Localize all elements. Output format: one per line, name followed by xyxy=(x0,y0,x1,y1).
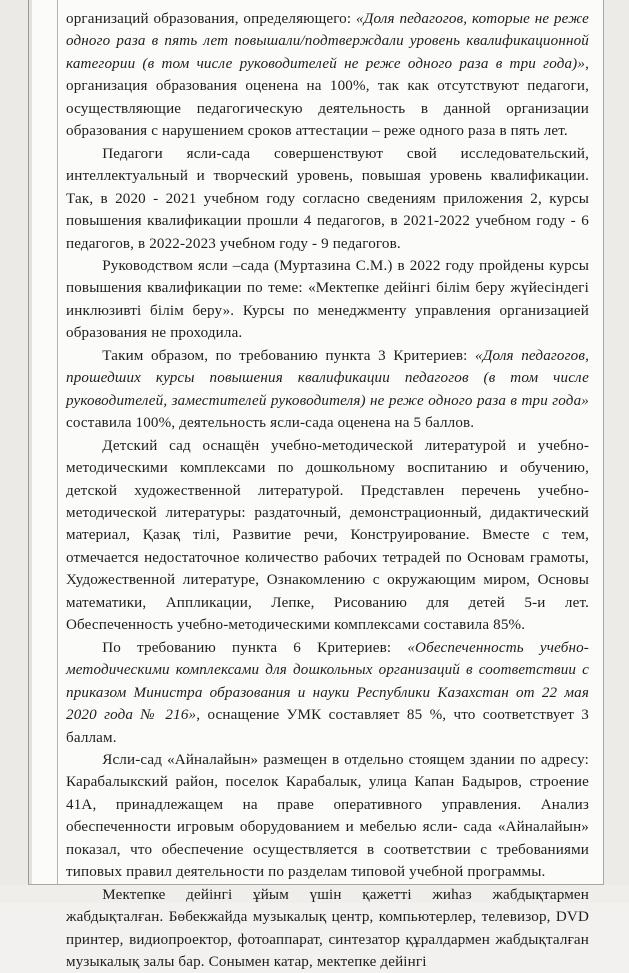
body-text: Руководством ясли –сада (Муртазина С.М.) в 2022 году пройдены курсы повышения квалификации по теме: «Мектепке дейінгі білім беру жүйесіндегі инклюзивті білім беру». Курсы по менеджменту управления организацией образования не проходила. xyxy=(66,257,589,342)
body-text: организаций образования, определяющего: xyxy=(66,11,356,27)
body-text: , организация образования оценена на 100%, так как отсутствуют педагоги, осуществляющие педагогическую деятельность в данной организации образования с нарушением сроков аттестации – реже одного раза в пять лет. xyxy=(66,55,589,140)
page-margin-rule xyxy=(57,0,58,884)
quoted-regulation-text: «Доля педагогов, которые не реже одного раза в пять лет повышали/подтверждали уровень квалификационной категории (в том числе руководителей не реже одного раза в три года)» xyxy=(66,11,590,72)
paragraph xyxy=(66,8,589,143)
document-text-body xyxy=(66,8,589,973)
paragraph xyxy=(66,143,589,255)
body-text: Таким образом, по требованию пункта 3 Критериев: xyxy=(102,347,476,364)
paragraph xyxy=(66,255,589,345)
paragraph xyxy=(66,435,589,637)
paragraph xyxy=(66,884,589,973)
paragraph xyxy=(66,345,589,435)
quoted-regulation-text: «Доля педагогов, прошедших курсы повышения квалификации педагогов (в том числе руководителей, заместителей руководителя) не реже одного раза в три года» xyxy=(66,347,589,409)
body-text: Мектепке дейінгі ұйым үшін қажетті жиһаз жабдықтармен жабдықталған. Бөбекжайда музыкалық центр, компьютерлер, телевизор, DVD принтер, видиопроектор, фотоаппарат, синтезатор құралдармен жабдықталған музыкалық залы бар. Сонымен катар, мектепке дейінгі xyxy=(66,886,589,971)
body-text: Детский сад оснащён учебно-методической литературой и учебно-методическими комплексами по дошкольному воспитанию и обучению, детской художественной литературой. Представлен перечень учебно-методической литературы: раздаточный, демонстрационный, дидактический материал, Қазақ тілі, Развитие речи, Конструирование. Вместе с тем, отмечается недостаточное количество рабочих тетрадей по Основам грамоты, Художественной литературе, Ознакомлению с окружающим миром, Основы математики, Аппликации, Лепке, Рисованию для детей 5-и лет. Обеспеченность учебно-методическими комплексами составила 85%. xyxy=(66,437,589,634)
body-text: составила 100%, деятельность ясли-сада оценена на 5 баллов. xyxy=(66,415,475,432)
page-right-edge-shadow xyxy=(604,0,629,903)
body-text: По требованию пункта 6 Критериев: xyxy=(102,639,408,656)
paragraph xyxy=(66,637,589,749)
page-gutter xyxy=(0,0,28,903)
body-text: Ясли-сад «Айналайын» размещен в отдельно стоящем здании по адресу: Карабалыкский район, поселок Карабалык, улица Капан Бадыров, строение 41А, принадлежащем на праве оперативного управления. Анализ обеспеченности игровым оборудованием и мебелью ясли- сада «Айналайын» показал, что обеспечение осуществляется в соответствии с требованиями типовых правил деятельности по разделам типовой учебной программы. xyxy=(66,751,589,881)
paragraph xyxy=(66,749,589,884)
body-text: , оснащение УМК составляет 85 %, что соответствует 3 баллам. xyxy=(66,707,590,746)
quoted-regulation-text: «Обеспеченность учебно-методическими комплексами для дошкольных организаций в соответствии с приказом Министра образования и науки Республики Казахстан от 22 мая 2020 года № 216» xyxy=(66,639,589,724)
body-text: Педагоги ясли-сада совершенствуют свой исследовательский, интеллектуальный и творческий уровень, повышая уровень квалификации. Так, в 2020 - 2021 учебном году согласно сведениям приложения 2, курсы повышения квалификации прошли 4 педагогов, в 2021-2022 учебном году - 6 педагогов, в 2022-2023 учебном году - 9 педагогов. xyxy=(66,145,589,252)
page-left-edge-shadow xyxy=(29,0,32,903)
